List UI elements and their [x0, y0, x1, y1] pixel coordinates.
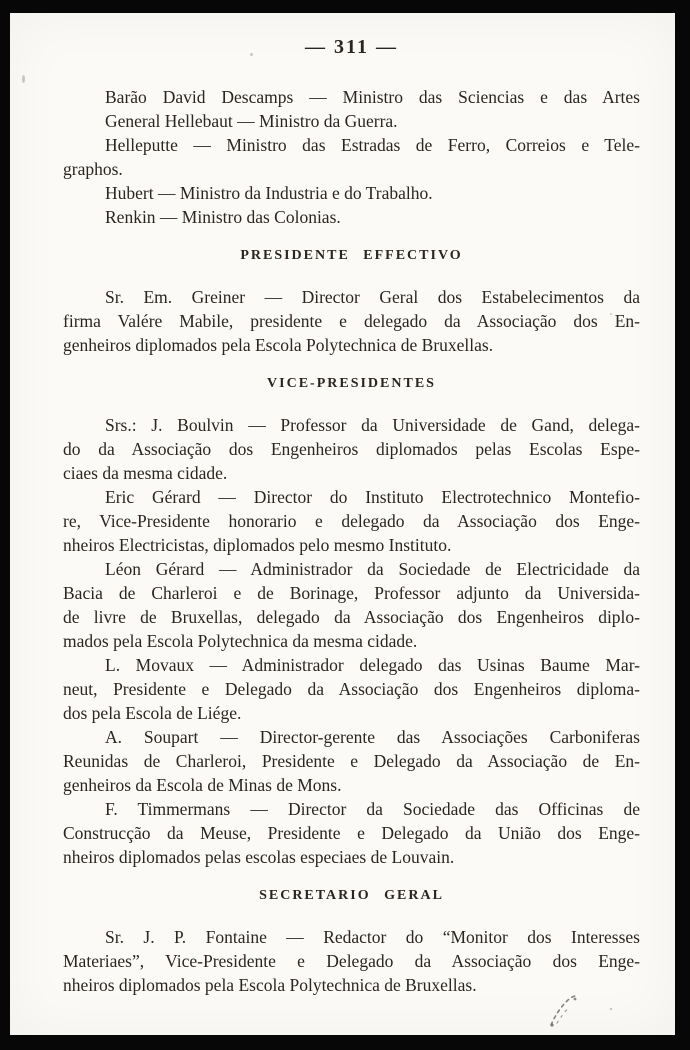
text-line: genheiros da Escola de Minas de Mons. — [63, 775, 342, 795]
pencil-smudge-mark — [533, 987, 623, 1029]
scan-speck — [22, 75, 25, 83]
text-line: firma Valére Mabile, presidente e delegado da Associação dos En- — [63, 311, 640, 331]
text-line: L. Movaux — Administrador delegado das Usinas Baume Mar- — [105, 655, 640, 675]
text-line: re, Vice-Presidente honorario e delegado da Associação dos Enge- — [63, 511, 640, 531]
presidente-effectivo-section — [63, 285, 640, 357]
text-line: ciaes da mesma cidade. — [63, 463, 228, 483]
text-line: Sr. Em. Greiner — Director Geral dos Estabelecimentos da — [105, 287, 640, 307]
text-line: Léon Gérard — Administrador da Sociedade de Electricidade da — [105, 559, 640, 579]
ministers-list-section — [63, 85, 640, 229]
page-number: — 311 — — [305, 36, 398, 58]
scan-speck — [610, 313, 612, 315]
text-line: Barão David Descamps — Ministro das Sciencias e das Artes — [105, 87, 640, 107]
section-heading-presidente-effectivo: PRESIDENTE EFFECTIVO — [240, 248, 463, 263]
text-line: do da Associação dos Engenheiros diplomados pelas Escolas Espe- — [63, 439, 640, 459]
section-heading-secretario-geral: SECRETARIO GERAL — [259, 888, 444, 903]
text-line: Construcção da Meuse, Presidente e Delegado da União dos Enge- — [63, 823, 640, 843]
text-line: Helleputte — Ministro das Estradas de Ferro, Correios e Tele- — [105, 135, 640, 155]
text-line: mados pela Escola Polytechnica da mesma cidade. — [63, 631, 418, 651]
text-line: neut, Presidente e Delegado da Associação dos Engenheiros diploma- — [63, 679, 640, 699]
document-page — [10, 13, 675, 1035]
text-line: Reunidas de Charleroi, Presidente e Delegado da Associação de En- — [63, 751, 640, 771]
text-line: General Hellebaut — Ministro da Guerra. — [105, 111, 398, 131]
section-heading-vice-presidentes: VICE-PRESIDENTES — [267, 376, 436, 391]
text-line: Hubert — Ministro da Industria e do Trabalho. — [105, 183, 433, 203]
text-line: de livre de Bruxellas, delegado da Associação dos Engenheiros diplo- — [63, 607, 640, 627]
text-line: Renkin — Ministro das Colonias. — [105, 207, 341, 227]
text-line: graphos. — [63, 159, 123, 179]
text-line: Eric Gérard — Director do Instituto Electrotechnico Montefio- — [105, 487, 640, 507]
scan-speck — [250, 53, 253, 56]
text-line: Bacia de Charleroi e de Borinage, Professor adjunto da Universida- — [63, 583, 640, 603]
text-line: dos pela Escola de Liége. — [63, 703, 242, 723]
text-line: F. Timmermans — Director da Sociedade das Officinas de — [105, 799, 640, 819]
text-line: A. Soupart — Director-gerente das Associações Carboniferas — [105, 727, 640, 747]
text-line: Materiaes”, Vice-Presidente e Delegado da Associação dos Enge- — [63, 951, 640, 971]
text-line: Sr. J. P. Fontaine — Redactor do “Monitor dos Interesses — [105, 927, 640, 947]
text-line: nheiros diplomados pela Escola Polytechnica de Bruxellas. — [63, 975, 477, 995]
text-line: nheiros diplomados pelas escolas especiaes de Louvain. — [63, 847, 455, 867]
text-line: Srs.: J. Boulvin — Professor da Universidade de Gand, delega- — [105, 415, 640, 435]
vice-presidentes-section — [63, 413, 640, 869]
text-line: genheiros diplomados pela Escola Polytechnica de Bruxellas. — [63, 335, 494, 355]
text-line: nheiros Electricistas, diplomados pelo mesmo Instituto. — [63, 535, 452, 555]
